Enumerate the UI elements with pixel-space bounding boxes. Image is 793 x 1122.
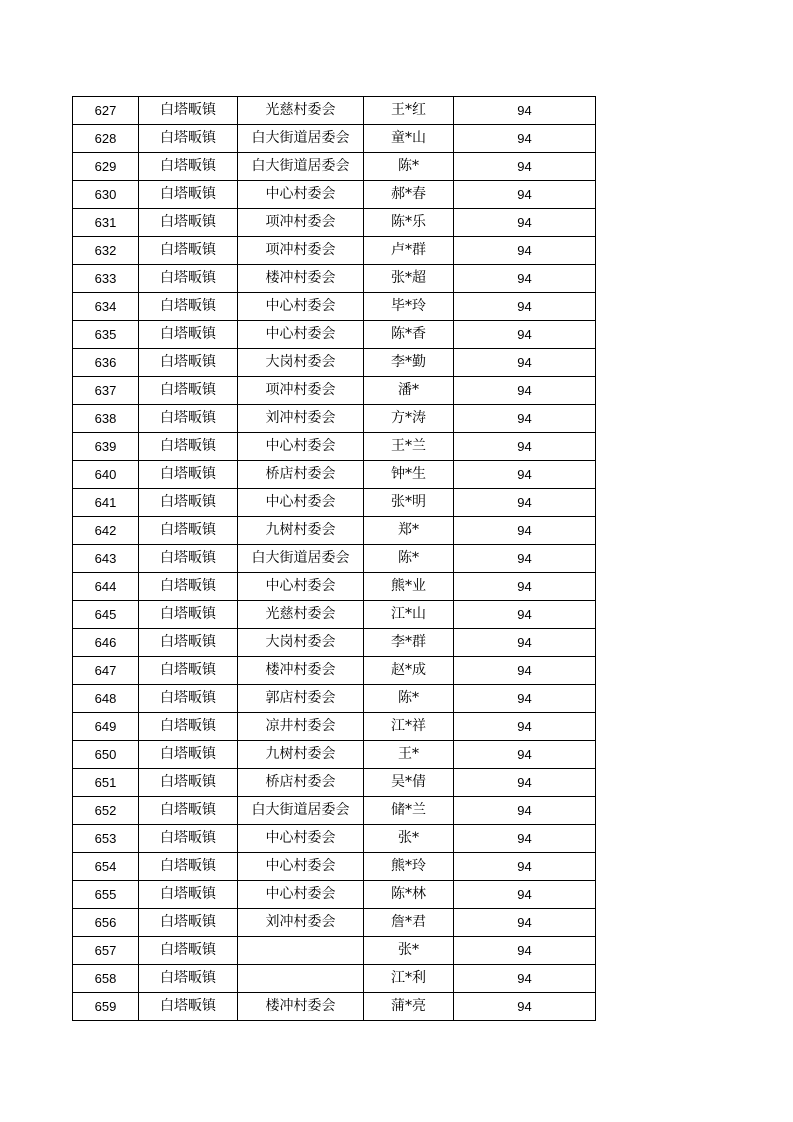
score-cell: 94 xyxy=(454,965,596,993)
score-cell: 94 xyxy=(454,797,596,825)
table-row xyxy=(73,965,596,993)
name-cell: 毕*玲 xyxy=(364,293,454,321)
table-row xyxy=(73,545,596,573)
village-cell: 中心村委会 xyxy=(238,433,364,461)
town-cell: 白塔畈镇 xyxy=(139,405,238,433)
name-cell: 郑* xyxy=(364,517,454,545)
village-cell: 楼冲村委会 xyxy=(238,657,364,685)
score-cell: 94 xyxy=(454,461,596,489)
town-cell: 白塔畈镇 xyxy=(139,545,238,573)
score-cell: 94 xyxy=(454,853,596,881)
row-number-cell: 650 xyxy=(73,741,139,769)
town-cell: 白塔畈镇 xyxy=(139,797,238,825)
town-cell: 白塔畈镇 xyxy=(139,209,238,237)
row-number-cell: 656 xyxy=(73,909,139,937)
table-row xyxy=(73,713,596,741)
row-number-cell: 657 xyxy=(73,937,139,965)
name-cell: 卢*群 xyxy=(364,237,454,265)
table-row xyxy=(73,573,596,601)
table-row xyxy=(73,433,596,461)
town-cell: 白塔畈镇 xyxy=(139,629,238,657)
name-cell: 熊*业 xyxy=(364,573,454,601)
row-number-cell: 648 xyxy=(73,685,139,713)
town-cell: 白塔畈镇 xyxy=(139,321,238,349)
score-cell: 94 xyxy=(454,125,596,153)
row-number-cell: 628 xyxy=(73,125,139,153)
town-cell: 白塔畈镇 xyxy=(139,433,238,461)
name-cell: 陈*乐 xyxy=(364,209,454,237)
name-cell: 张*超 xyxy=(364,265,454,293)
town-cell: 白塔畈镇 xyxy=(139,573,238,601)
town-cell: 白塔畈镇 xyxy=(139,937,238,965)
village-cell: 白大街道居委会 xyxy=(238,125,364,153)
village-cell: 中心村委会 xyxy=(238,573,364,601)
score-cell: 94 xyxy=(454,601,596,629)
score-cell: 94 xyxy=(454,517,596,545)
table-row xyxy=(73,769,596,797)
table-row xyxy=(73,237,596,265)
row-number-cell: 629 xyxy=(73,153,139,181)
town-cell: 白塔畈镇 xyxy=(139,909,238,937)
row-number-cell: 644 xyxy=(73,573,139,601)
table-row xyxy=(73,209,596,237)
name-cell: 江*祥 xyxy=(364,713,454,741)
village-cell: 楼冲村委会 xyxy=(238,265,364,293)
row-number-cell: 658 xyxy=(73,965,139,993)
name-cell: 陈* xyxy=(364,153,454,181)
name-cell: 张* xyxy=(364,937,454,965)
village-cell: 光慈村委会 xyxy=(238,97,364,125)
name-cell: 方*涛 xyxy=(364,405,454,433)
village-cell: 桥店村委会 xyxy=(238,769,364,797)
name-cell: 李*勤 xyxy=(364,349,454,377)
name-cell: 詹*君 xyxy=(364,909,454,937)
village-cell: 中心村委会 xyxy=(238,293,364,321)
name-cell: 王*兰 xyxy=(364,433,454,461)
row-number-cell: 636 xyxy=(73,349,139,377)
table-row xyxy=(73,489,596,517)
score-cell: 94 xyxy=(454,629,596,657)
village-cell: 郭店村委会 xyxy=(238,685,364,713)
town-cell: 白塔畈镇 xyxy=(139,461,238,489)
score-cell: 94 xyxy=(454,825,596,853)
village-cell: 大岗村委会 xyxy=(238,629,364,657)
village-cell: 光慈村委会 xyxy=(238,601,364,629)
row-number-cell: 633 xyxy=(73,265,139,293)
score-cell: 94 xyxy=(454,265,596,293)
village-cell: 楼冲村委会 xyxy=(238,993,364,1021)
village-cell: 桥店村委会 xyxy=(238,461,364,489)
town-cell: 白塔畈镇 xyxy=(139,965,238,993)
name-cell: 陈* xyxy=(364,545,454,573)
row-number-cell: 652 xyxy=(73,797,139,825)
row-number-cell: 634 xyxy=(73,293,139,321)
name-cell: 陈*香 xyxy=(364,321,454,349)
row-number-cell: 643 xyxy=(73,545,139,573)
village-cell: 刘冲村委会 xyxy=(238,405,364,433)
row-number-cell: 655 xyxy=(73,881,139,909)
town-cell: 白塔畈镇 xyxy=(139,293,238,321)
row-number-cell: 645 xyxy=(73,601,139,629)
name-cell: 王* xyxy=(364,741,454,769)
score-cell: 94 xyxy=(454,657,596,685)
row-number-cell: 659 xyxy=(73,993,139,1021)
table-row xyxy=(73,405,596,433)
town-cell: 白塔畈镇 xyxy=(139,601,238,629)
village-cell xyxy=(238,965,364,993)
score-cell: 94 xyxy=(454,489,596,517)
town-cell: 白塔畈镇 xyxy=(139,713,238,741)
row-number-cell: 651 xyxy=(73,769,139,797)
table-row xyxy=(73,181,596,209)
score-cell: 94 xyxy=(454,713,596,741)
score-cell: 94 xyxy=(454,181,596,209)
data-table xyxy=(72,96,596,1021)
name-cell: 张*明 xyxy=(364,489,454,517)
score-cell: 94 xyxy=(454,545,596,573)
name-cell: 蒲*亮 xyxy=(364,993,454,1021)
village-cell: 九树村委会 xyxy=(238,517,364,545)
score-cell: 94 xyxy=(454,97,596,125)
town-cell: 白塔畈镇 xyxy=(139,125,238,153)
name-cell: 陈*林 xyxy=(364,881,454,909)
name-cell: 钟*生 xyxy=(364,461,454,489)
table-row xyxy=(73,265,596,293)
name-cell: 熊*玲 xyxy=(364,853,454,881)
score-cell: 94 xyxy=(454,321,596,349)
row-number-cell: 642 xyxy=(73,517,139,545)
row-number-cell: 632 xyxy=(73,237,139,265)
village-cell: 中心村委会 xyxy=(238,489,364,517)
table-row xyxy=(73,377,596,405)
table-row xyxy=(73,629,596,657)
score-cell: 94 xyxy=(454,349,596,377)
row-number-cell: 640 xyxy=(73,461,139,489)
table-row xyxy=(73,293,596,321)
name-cell: 江*山 xyxy=(364,601,454,629)
row-number-cell: 631 xyxy=(73,209,139,237)
table-row xyxy=(73,993,596,1021)
table-row xyxy=(73,321,596,349)
score-cell: 94 xyxy=(454,293,596,321)
name-cell: 童*山 xyxy=(364,125,454,153)
town-cell: 白塔畈镇 xyxy=(139,97,238,125)
row-number-cell: 649 xyxy=(73,713,139,741)
table-row xyxy=(73,153,596,181)
score-cell: 94 xyxy=(454,433,596,461)
town-cell: 白塔畈镇 xyxy=(139,657,238,685)
village-cell: 项冲村委会 xyxy=(238,377,364,405)
table-row xyxy=(73,741,596,769)
table-row xyxy=(73,657,596,685)
row-number-cell: 627 xyxy=(73,97,139,125)
name-cell: 郝*春 xyxy=(364,181,454,209)
table-body xyxy=(73,97,596,1021)
score-cell: 94 xyxy=(454,153,596,181)
table-row xyxy=(73,97,596,125)
village-cell: 九树村委会 xyxy=(238,741,364,769)
town-cell: 白塔畈镇 xyxy=(139,685,238,713)
village-cell: 中心村委会 xyxy=(238,321,364,349)
score-cell: 94 xyxy=(454,881,596,909)
score-cell: 94 xyxy=(454,237,596,265)
village-cell: 白大街道居委会 xyxy=(238,545,364,573)
row-number-cell: 654 xyxy=(73,853,139,881)
score-cell: 94 xyxy=(454,377,596,405)
table-row xyxy=(73,461,596,489)
town-cell: 白塔畈镇 xyxy=(139,377,238,405)
town-cell: 白塔畈镇 xyxy=(139,265,238,293)
village-cell xyxy=(238,937,364,965)
village-cell: 中心村委会 xyxy=(238,881,364,909)
row-number-cell: 637 xyxy=(73,377,139,405)
village-cell: 白大街道居委会 xyxy=(238,153,364,181)
table-row xyxy=(73,349,596,377)
score-cell: 94 xyxy=(454,685,596,713)
village-cell: 中心村委会 xyxy=(238,825,364,853)
name-cell: 吴*倩 xyxy=(364,769,454,797)
table-row xyxy=(73,517,596,545)
town-cell: 白塔畈镇 xyxy=(139,237,238,265)
table-row xyxy=(73,797,596,825)
row-number-cell: 638 xyxy=(73,405,139,433)
row-number-cell: 647 xyxy=(73,657,139,685)
village-cell: 中心村委会 xyxy=(238,853,364,881)
name-cell: 潘* xyxy=(364,377,454,405)
town-cell: 白塔畈镇 xyxy=(139,853,238,881)
town-cell: 白塔畈镇 xyxy=(139,153,238,181)
table-row xyxy=(73,853,596,881)
table-row xyxy=(73,881,596,909)
row-number-cell: 630 xyxy=(73,181,139,209)
name-cell: 王*红 xyxy=(364,97,454,125)
row-number-cell: 653 xyxy=(73,825,139,853)
name-cell: 李*群 xyxy=(364,629,454,657)
village-cell: 中心村委会 xyxy=(238,181,364,209)
village-cell: 凉井村委会 xyxy=(238,713,364,741)
score-cell: 94 xyxy=(454,573,596,601)
town-cell: 白塔畈镇 xyxy=(139,181,238,209)
village-cell: 刘冲村委会 xyxy=(238,909,364,937)
town-cell: 白塔畈镇 xyxy=(139,349,238,377)
row-number-cell: 639 xyxy=(73,433,139,461)
town-cell: 白塔畈镇 xyxy=(139,769,238,797)
table-row xyxy=(73,825,596,853)
name-cell: 赵*成 xyxy=(364,657,454,685)
name-cell: 储*兰 xyxy=(364,797,454,825)
town-cell: 白塔畈镇 xyxy=(139,741,238,769)
table-row xyxy=(73,601,596,629)
village-cell: 白大街道居委会 xyxy=(238,797,364,825)
village-cell: 大岗村委会 xyxy=(238,349,364,377)
town-cell: 白塔畈镇 xyxy=(139,489,238,517)
row-number-cell: 635 xyxy=(73,321,139,349)
score-cell: 94 xyxy=(454,769,596,797)
table-row xyxy=(73,909,596,937)
name-cell: 江*利 xyxy=(364,965,454,993)
town-cell: 白塔畈镇 xyxy=(139,517,238,545)
table-row xyxy=(73,685,596,713)
town-cell: 白塔畈镇 xyxy=(139,881,238,909)
score-cell: 94 xyxy=(454,909,596,937)
name-cell: 张* xyxy=(364,825,454,853)
row-number-cell: 641 xyxy=(73,489,139,517)
score-cell: 94 xyxy=(454,405,596,433)
table-row xyxy=(73,937,596,965)
table-row xyxy=(73,125,596,153)
town-cell: 白塔畈镇 xyxy=(139,825,238,853)
town-cell: 白塔畈镇 xyxy=(139,993,238,1021)
score-cell: 94 xyxy=(454,741,596,769)
row-number-cell: 646 xyxy=(73,629,139,657)
village-cell: 项冲村委会 xyxy=(238,209,364,237)
village-cell: 项冲村委会 xyxy=(238,237,364,265)
score-cell: 94 xyxy=(454,993,596,1021)
score-cell: 94 xyxy=(454,937,596,965)
name-cell: 陈* xyxy=(364,685,454,713)
score-cell: 94 xyxy=(454,209,596,237)
